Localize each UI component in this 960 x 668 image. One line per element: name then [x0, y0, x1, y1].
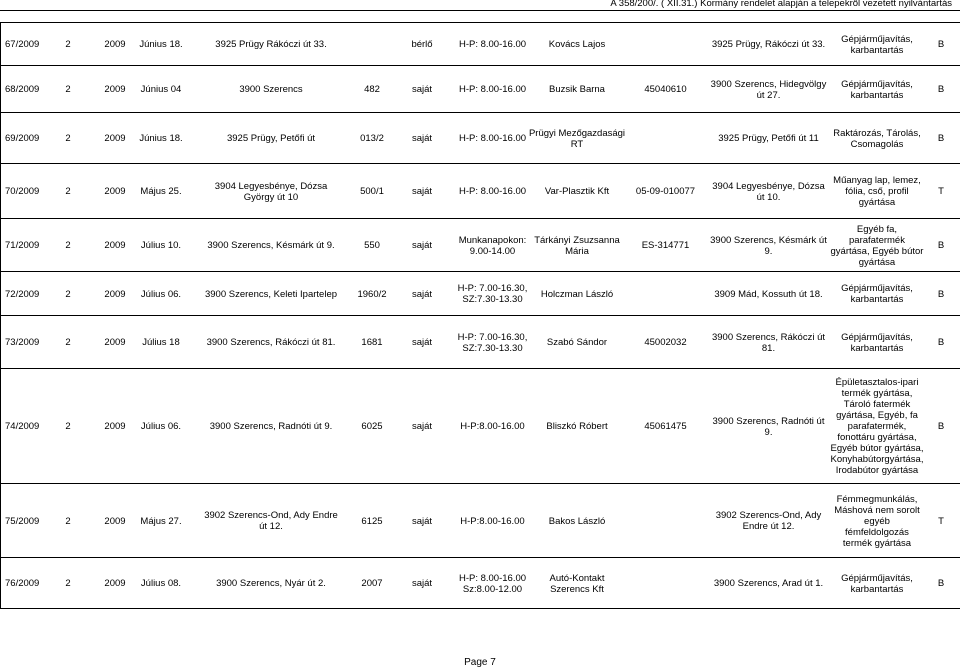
table-row [0, 271, 960, 316]
cell-activity: Épületasztalos-ipari termék gyártása, Tároló fatermék gyártása, Egyéb, fa parafatermék, fonottáru gyártása, Egyéb bútor gyártása, Konyhabútorgyártása, Irodabútor gyártása [830, 377, 924, 476]
cell-lot-number: 6125 [361, 515, 383, 527]
cell-opening-hours: H-P: 8.00-16.00 [458, 39, 527, 50]
header-title: A 358/200/. ( XII.31.) Kormány rendelet alapján a telepekről vezetett nyilvántartás [610, 0, 952, 9]
cell-ownership: saját [411, 421, 433, 432]
cell-registration [628, 23, 703, 66]
cell-id: 72/2009 [5, 288, 40, 300]
table-row [0, 65, 960, 113]
cell-count: 2 [65, 337, 71, 348]
cell-id: 76/2009 [5, 578, 40, 589]
cell-date: Július 06. [140, 421, 182, 432]
cell-operator: Bliszkó Róbert [546, 421, 608, 432]
cell-category: T [938, 186, 944, 197]
cell-count: 2 [65, 133, 71, 144]
cell-category: T [938, 515, 944, 527]
cell-id: 69/2009 [5, 133, 40, 144]
cell-year: 2009 [104, 288, 126, 300]
cell-activity: Fémmegmunkálás, Máshová nem sorolt egyéb fémfeldolgozás termék gyártása [834, 493, 920, 549]
cell-registration [628, 484, 703, 558]
cell-ownership: saját [411, 578, 433, 589]
page-number: Page 7 [464, 657, 496, 668]
cell-count: 2 [65, 578, 71, 589]
cell-operator: Buzsik Barna [549, 84, 605, 95]
cell-count: 2 [65, 240, 71, 251]
cell-registration: 05-09-010077 [635, 186, 696, 197]
cell-ownership: saját [411, 288, 433, 300]
cell-lot-number: 013/2 [360, 133, 384, 144]
cell-count: 2 [65, 186, 71, 197]
cell-year: 2009 [104, 133, 126, 144]
cell-id: 70/2009 [5, 186, 40, 197]
cell-address: 3925 Prügy Rákóczi út 33. [215, 39, 327, 50]
cell-date: Június 04 [140, 84, 182, 95]
table-row [0, 483, 960, 558]
cell-opening-hours: H-P: 8.00-16.00 [458, 133, 527, 144]
document-header [0, 0, 960, 11]
cell-count: 2 [65, 288, 71, 300]
cell-id: 75/2009 [5, 515, 40, 527]
cell-year: 2009 [104, 515, 126, 527]
cell-year: 2009 [104, 337, 126, 348]
table-row [0, 112, 960, 164]
cell-year: 2009 [104, 39, 126, 50]
cell-operator: Var-Plasztik Kft [544, 186, 610, 197]
cell-registration: ES-314771 [641, 240, 690, 251]
cell-opening-hours: H-P: 7.00-16.30, SZ:7.30-13.30 [457, 283, 528, 305]
cell-address: 3900 Szerencs, Keleti Ipartelep [204, 288, 338, 300]
table-left-border [0, 22, 1, 608]
cell-year: 2009 [104, 578, 126, 589]
cell-opening-hours: H-P: 8.00-16.00 Sz:8.00-12.00 [458, 572, 527, 595]
cell-id: 67/2009 [5, 39, 40, 50]
cell-ownership: bérlő [411, 39, 433, 50]
cell-year: 2009 [104, 186, 126, 197]
cell-date: Június 18. [139, 39, 183, 50]
cell-date: Július 10. [140, 240, 182, 251]
cell-ownership: saját [411, 240, 433, 251]
cell-opening-hours: H-P:8.00-16.00 [460, 421, 525, 432]
cell-site: 3900 Szerencs, Hidegvölgy út 27. [710, 78, 827, 101]
cell-activity: Gépjárműjavítás, karbantartás [841, 331, 913, 354]
cell-activity: Raktározás, Tárolás, Csomagolás [833, 127, 921, 150]
cell-site: 3900 Szerencs, Arad út 1. [713, 578, 824, 589]
cell-lot-number: 1960/2 [357, 288, 387, 300]
cell-activity: Gépjárműjavítás, karbantartás [841, 78, 913, 101]
cell-category: B [937, 133, 945, 144]
cell-activity: Műanyag lap, lemez, fólia, cső, profil gyártása [833, 175, 921, 208]
cell-address: 3925 Prügy, Petőfi út [226, 133, 316, 144]
cell-ownership: saját [411, 337, 433, 348]
cell-id: 68/2009 [5, 84, 40, 95]
table-row [0, 368, 960, 484]
cell-category: B [937, 84, 945, 95]
cell-lot-number [346, 23, 398, 66]
cell-year: 2009 [104, 84, 126, 95]
cell-address: 3900 Szerencs, Rákóczi út 81. [206, 337, 336, 348]
cell-lot-number: 482 [364, 84, 380, 95]
cell-lot-number: 550 [364, 240, 380, 251]
cell-date: Május 27. [140, 515, 182, 527]
cell-category: B [937, 240, 945, 251]
cell-registration [628, 558, 703, 609]
cell-address: 3902 Szerencs-Ond, Ady Endre út 12. [204, 510, 338, 532]
cell-opening-hours: Munkanapokon: 9.00-14.00 [458, 234, 527, 257]
cell-lot-number: 500/1 [360, 186, 384, 197]
cell-address: 3900 Szerencs, Nyár út 2. [216, 578, 326, 589]
cell-lot-number: 1681 [361, 337, 383, 348]
cell-date: Június 18. [139, 133, 183, 144]
cell-date: Május 25. [140, 186, 182, 197]
cell-ownership: saját [411, 515, 433, 527]
cell-registration [628, 272, 703, 316]
cell-id: 73/2009 [5, 337, 40, 348]
cell-site: 3904 Legyesbénye, Dózsa út 10. [712, 180, 825, 203]
cell-operator: Tárkányi Zsuzsanna Mária [534, 234, 620, 257]
table-row [0, 218, 960, 272]
cell-ownership: saját [411, 186, 433, 197]
table-row [0, 22, 960, 66]
cell-activity: Gépjárműjavítás, karbantartás [841, 572, 913, 595]
cell-ownership: saját [411, 133, 433, 144]
cell-activity: Gépjárműjavítás, karbantartás [841, 33, 913, 56]
cell-opening-hours: H-P: 7.00-16.30, SZ:7.30-13.30 [457, 331, 528, 354]
cell-address: 3904 Legyesbénye, Dózsa György út 10 [214, 180, 328, 203]
cell-opening-hours: H-P: 8.00-16.00 [458, 186, 527, 197]
cell-registration: 45002032 [644, 337, 687, 348]
cell-site: 3925 Prügy, Rákóczi út 33. [711, 39, 826, 50]
cell-operator: Kovács Lajos [548, 39, 606, 50]
cell-count: 2 [65, 421, 71, 432]
cell-date: Július 08. [140, 578, 182, 589]
cell-address: 3900 Szerencs, Késmárk út 9. [207, 240, 335, 251]
cell-operator: Holczman László [540, 288, 614, 300]
table-row [0, 557, 960, 609]
cell-site: 3900 Szerencs, Késmárk út 9. [710, 234, 827, 257]
cell-activity: Gépjárműjavítás, karbantartás [841, 283, 913, 305]
table-row [0, 315, 960, 369]
cell-registration: 45040610 [644, 84, 687, 95]
cell-category: B [937, 337, 945, 348]
cell-ownership: saját [411, 84, 433, 95]
cell-address: 3900 Szerencs [239, 84, 303, 95]
cell-site: 3900 Szerencs, Radnóti út 9. [712, 415, 825, 438]
cell-date: Július 18 [142, 337, 180, 348]
cell-operator: Bakos László [548, 515, 606, 527]
cell-registration [628, 113, 703, 164]
cell-operator: Szabó Sándor [546, 337, 608, 348]
cell-year: 2009 [104, 240, 126, 251]
cell-registration: 45061475 [644, 421, 687, 432]
cell-year: 2009 [104, 421, 126, 432]
cell-category: B [937, 288, 945, 300]
cell-lot-number: 6025 [361, 421, 383, 432]
cell-id: 71/2009 [5, 240, 40, 251]
cell-id: 74/2009 [5, 421, 40, 432]
table-row [0, 163, 960, 219]
cell-opening-hours: H-P: 8.00-16.00 [458, 84, 527, 95]
cell-category: B [937, 421, 945, 432]
cell-count: 2 [65, 84, 71, 95]
cell-site: 3902 Szerencs-Ond, Ady Endre út 12. [715, 510, 822, 532]
cell-operator: Prügyi Mezőgazdasági RT [528, 127, 626, 150]
cell-category: B [937, 39, 945, 50]
cell-site: 3909 Mád, Kossuth út 18. [714, 288, 823, 300]
cell-category: B [937, 578, 945, 589]
cell-count: 2 [65, 515, 71, 527]
cell-date: Július 06. [140, 288, 182, 300]
cell-site: 3900 Szerencs, Rákóczi út 81. [711, 331, 825, 354]
cell-operator: Autó-Kontakt Szerencs Kft [549, 572, 605, 595]
table-bottom-border [0, 608, 960, 609]
cell-count: 2 [65, 39, 71, 50]
cell-activity: Egyéb fa, parafatermék gyártása, Egyéb bútor gyártása [830, 223, 924, 268]
cell-site: 3925 Prügy, Petőfi út 11 [718, 133, 819, 144]
cell-lot-number: 2007 [361, 578, 383, 589]
cell-address: 3900 Szerencs, Radnóti út 9. [209, 421, 333, 432]
cell-opening-hours: H-P:8.00-16.00 [460, 515, 525, 527]
